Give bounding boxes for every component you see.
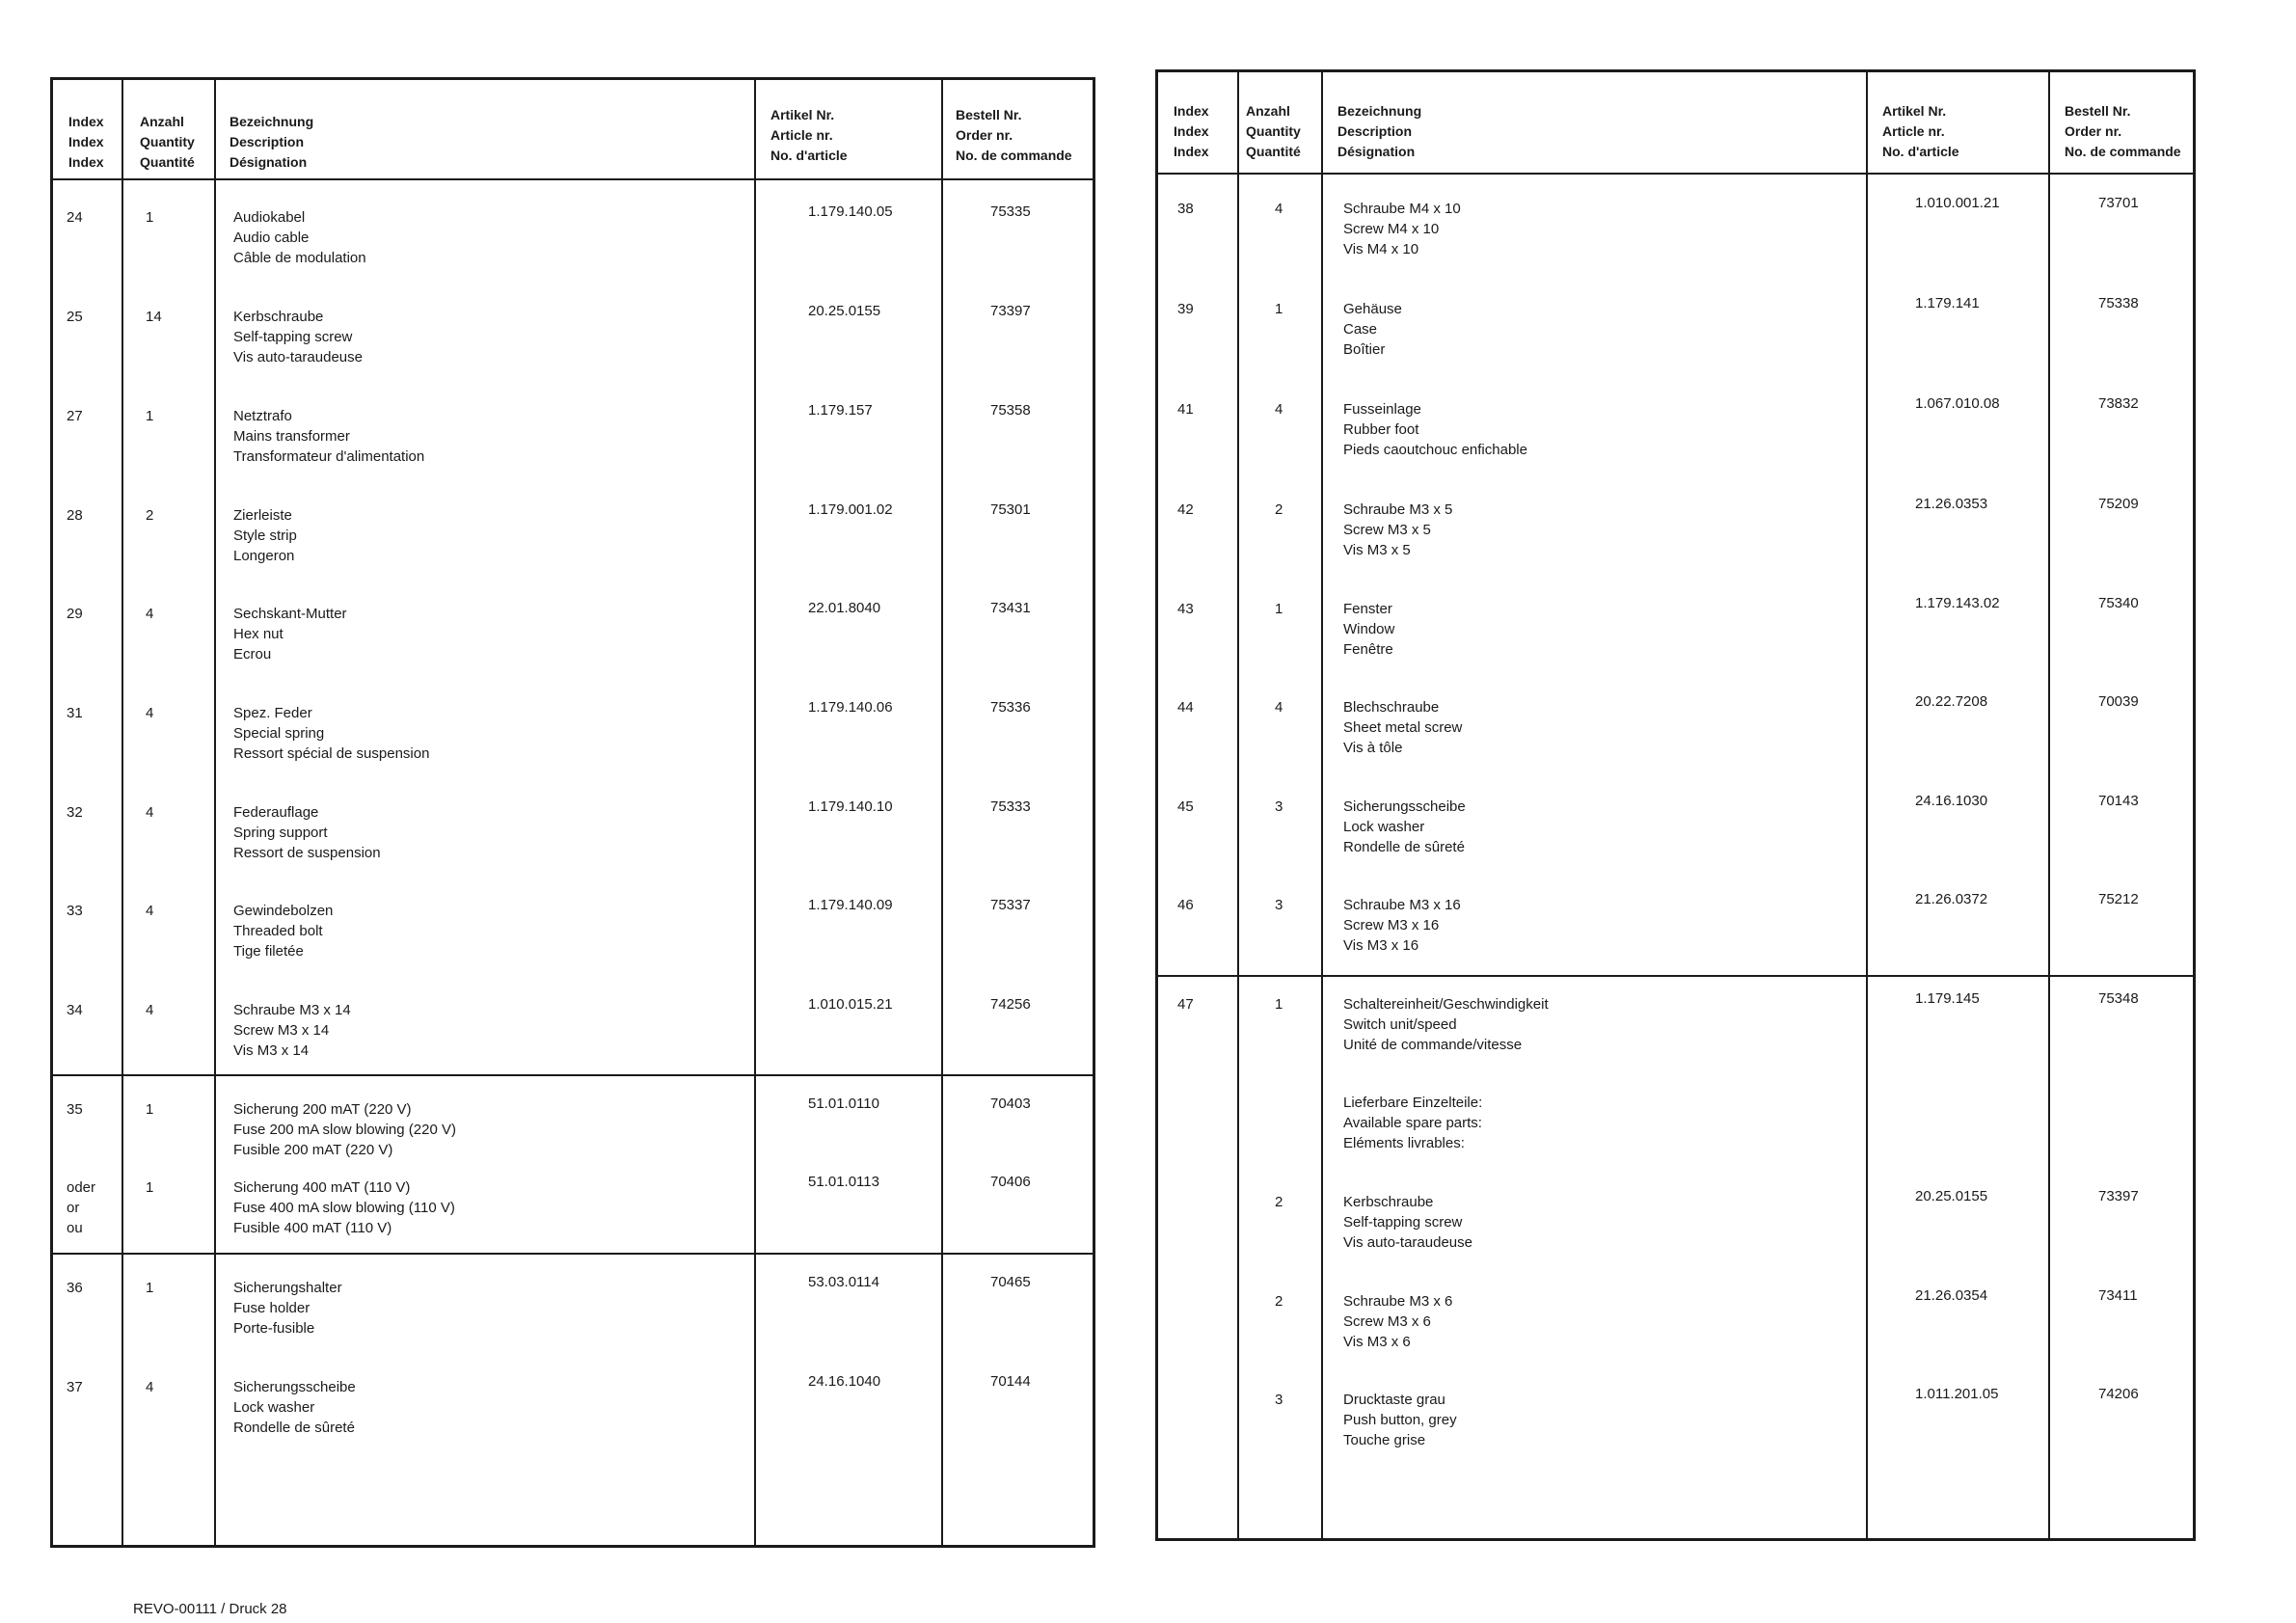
article-number-cell: 20.25.0155 [1915, 1188, 1988, 1204]
description-cell: Schraube M3 x 14 Screw M3 x 14 Vis M3 x 14 [233, 1002, 351, 1059]
article-number-cell: 20.22.7208 [1915, 693, 1988, 710]
article-number-cell: 1.179.140.09 [808, 897, 893, 913]
article-number-cell: 51.01.0113 [808, 1174, 879, 1190]
index-cell: 24 [67, 209, 83, 226]
description-cell: Lieferbare Einzelteile: Available spare parts: Eléments livrables: [1343, 1095, 1483, 1151]
description-cell: Schraube M3 x 6 Screw M3 x 6 Vis M3 x 6 [1343, 1293, 1453, 1350]
header-article: Artikel Nr. Article nr. No. d'article [1882, 103, 1959, 159]
quantity-cell: 1 [1275, 601, 1283, 617]
quantity-cell: 2 [1275, 501, 1283, 518]
article-number-cell: 1.010.015.21 [808, 996, 893, 1013]
header-quantity: Anzahl Quantity Quantité [1246, 103, 1301, 159]
article-number-cell: 1.179.140.10 [808, 798, 893, 815]
order-number-cell: 73431 [990, 600, 1031, 616]
description-cell: Blechschraube Sheet metal screw Vis à tôle [1343, 699, 1463, 756]
order-number-cell: 74256 [990, 996, 1031, 1013]
description-cell: Sicherungshalter Fuse holder Porte-fusible [233, 1280, 342, 1337]
order-number-cell: 75301 [990, 501, 1031, 518]
article-number-cell: 1.179.141 [1915, 295, 1980, 311]
article-number-cell: 51.01.0110 [808, 1096, 879, 1112]
description-cell: Spez. Feder Special spring Ressort spécial de suspension [233, 705, 430, 762]
description-cell: Kerbschraube Self-tapping screw Vis auto-taraudeuse [1343, 1194, 1472, 1251]
header-article: Artikel Nr. Article nr. No. d'article [770, 107, 848, 163]
article-number-cell: 1.179.001.02 [808, 501, 893, 518]
header-index: Index Index Index [1174, 103, 1209, 159]
order-number-cell: 70465 [990, 1274, 1031, 1290]
description-cell: Schraube M3 x 5 Screw M3 x 5 Vis M3 x 5 [1343, 501, 1453, 558]
article-number-cell: 1.011.201.05 [1915, 1386, 1999, 1402]
order-number-cell: 73397 [990, 303, 1031, 319]
quantity-cell: 3 [1275, 798, 1283, 815]
description-cell: Schraube M3 x 16 Screw M3 x 16 Vis M3 x 16 [1343, 897, 1461, 954]
index-cell: 39 [1177, 301, 1194, 317]
article-number-cell: 22.01.8040 [808, 600, 881, 616]
description-cell: Fenster Window Fenêtre [1343, 601, 1395, 658]
header-order: Bestell Nr. Order nr. No. de commande [2065, 103, 2181, 159]
description-cell: Fusseinlage Rubber foot Pieds caoutchouc enfichable [1343, 401, 1527, 458]
order-number-cell: 74206 [2098, 1386, 2139, 1402]
description-cell: Zierleiste Style strip Longeron [233, 507, 297, 564]
index-cell: 41 [1177, 401, 1194, 418]
header-index: Index Index Index [68, 114, 104, 170]
index-cell: 46 [1177, 897, 1194, 913]
index-cell: 44 [1177, 699, 1194, 716]
description-cell: Drucktaste grau Push button, grey Touche grise [1343, 1392, 1457, 1448]
quantity-cell: 4 [146, 804, 154, 821]
index-cell: 42 [1177, 501, 1194, 518]
order-number-cell: 70143 [2098, 793, 2139, 809]
header-description: Bezeichnung Description Désignation [230, 114, 314, 170]
quantity-cell: 1 [146, 209, 154, 226]
quantity-cell: 4 [146, 903, 154, 919]
order-number-cell: 75333 [990, 798, 1031, 815]
article-number-cell: 20.25.0155 [808, 303, 881, 319]
order-number-cell: 70144 [990, 1373, 1031, 1390]
description-cell: Gehäuse Case Boîtier [1343, 301, 1402, 358]
quantity-cell: 4 [1275, 401, 1283, 418]
article-number-cell: 1.067.010.08 [1915, 395, 2000, 412]
header-description: Bezeichnung Description Désignation [1337, 103, 1422, 159]
quantity-cell: 1 [146, 1280, 154, 1296]
description-cell: Sicherung 200 mAT (220 V) Fuse 200 mA slow blowing (220 V) Fusible 200 mAT (220 V) [233, 1101, 456, 1158]
order-number-cell: 75358 [990, 402, 1031, 419]
article-number-cell: 21.26.0372 [1915, 891, 1988, 907]
index-cell: 31 [67, 705, 83, 721]
quantity-cell: 4 [1275, 699, 1283, 716]
description-cell: Federauflage Spring support Ressort de suspension [233, 804, 381, 861]
article-number-cell: 1.179.145 [1915, 990, 1980, 1007]
header-quantity: Anzahl Quantity Quantité [140, 114, 195, 170]
order-number-cell: 73411 [2098, 1287, 2138, 1304]
article-number-cell: 1.179.157 [808, 402, 873, 419]
article-number-cell: 1.179.143.02 [1915, 595, 2000, 611]
index-cell: 47 [1177, 996, 1194, 1013]
quantity-cell: 3 [1275, 897, 1283, 913]
article-number-cell: 53.03.0114 [808, 1274, 879, 1290]
quantity-cell: 1 [1275, 996, 1283, 1013]
order-number-cell: 70403 [990, 1096, 1031, 1112]
parts-table-right [1155, 69, 2196, 1541]
order-number-cell: 75348 [2098, 990, 2139, 1007]
index-cell: 33 [67, 903, 83, 919]
index-cell: 29 [67, 606, 83, 622]
description-cell: Sicherung 400 mAT (110 V) Fuse 400 mA slow blowing (110 V) Fusible 400 mAT (110 V) [233, 1179, 455, 1236]
index-cell: 37 [67, 1379, 83, 1395]
article-number-cell: 1.179.140.06 [808, 699, 893, 716]
article-number-cell: 1.179.140.05 [808, 203, 893, 220]
article-number-cell: 24.16.1030 [1915, 793, 1988, 809]
header-order: Bestell Nr. Order nr. No. de commande [956, 107, 1072, 163]
quantity-cell: 1 [1275, 301, 1283, 317]
index-cell: 35 [67, 1101, 83, 1118]
quantity-cell: 4 [146, 705, 154, 721]
order-number-cell: 75340 [2098, 595, 2139, 611]
index-cell: 25 [67, 309, 83, 325]
quantity-cell: 4 [1275, 201, 1283, 217]
article-number-cell: 21.26.0353 [1915, 496, 1988, 512]
article-number-cell: 1.010.001.21 [1915, 195, 2000, 211]
order-number-cell: 73397 [2098, 1188, 2139, 1204]
article-number-cell: 24.16.1040 [808, 1373, 881, 1390]
order-number-cell: 75337 [990, 897, 1031, 913]
quantity-cell: 1 [146, 1101, 154, 1118]
order-number-cell: 73701 [2098, 195, 2139, 211]
article-number-cell: 21.26.0354 [1915, 1287, 1988, 1304]
description-cell: Sechskant-Mutter Hex nut Ecrou [233, 606, 347, 663]
order-number-cell: 75209 [2098, 496, 2139, 512]
order-number-cell: 70406 [990, 1174, 1031, 1190]
description-cell: Sicherungsscheibe Lock washer Rondelle de sûreté [233, 1379, 356, 1436]
index-cell: 38 [1177, 201, 1194, 217]
index-cell: 32 [67, 804, 83, 821]
order-number-cell: 75212 [2098, 891, 2139, 907]
quantity-cell: 2 [1275, 1194, 1283, 1210]
quantity-cell: 4 [146, 1002, 154, 1018]
description-cell: Sicherungsscheibe Lock washer Rondelle de sûreté [1343, 798, 1466, 855]
order-number-cell: 70039 [2098, 693, 2139, 710]
quantity-cell: 3 [1275, 1392, 1283, 1408]
index-cell: 45 [1177, 798, 1194, 815]
index-cell: oder or ou [67, 1179, 96, 1236]
description-cell: Kerbschraube Self-tapping screw Vis auto-taraudeuse [233, 309, 363, 365]
description-cell: Netztrafo Mains transformer Transformateur d'alimentation [233, 408, 425, 465]
index-cell: 28 [67, 507, 83, 524]
order-number-cell: 75335 [990, 203, 1031, 220]
quantity-cell: 14 [146, 309, 162, 325]
description-cell: Schraube M4 x 10 Screw M4 x 10 Vis M4 x 10 [1343, 201, 1461, 257]
footer-print-code: REVO-00111 / Druck 28 [133, 1601, 287, 1617]
index-cell: 34 [67, 1002, 83, 1018]
description-cell: Schaltereinheit/Geschwindigkeit Switch unit/speed Unité de commande/vitesse [1343, 996, 1549, 1053]
index-cell: 36 [67, 1280, 83, 1296]
description-cell: Gewindebolzen Threaded bolt Tige filetée [233, 903, 334, 960]
quantity-cell: 1 [146, 1179, 154, 1196]
index-cell: 27 [67, 408, 83, 424]
quantity-cell: 4 [146, 606, 154, 622]
order-number-cell: 75336 [990, 699, 1031, 716]
quantity-cell: 4 [146, 1379, 154, 1395]
parts-table-left [50, 77, 1095, 1548]
quantity-cell: 1 [146, 408, 154, 424]
description-cell: Audiokabel Audio cable Câble de modulation [233, 209, 366, 266]
order-number-cell: 73832 [2098, 395, 2139, 412]
index-cell: 43 [1177, 601, 1194, 617]
quantity-cell: 2 [146, 507, 154, 524]
quantity-cell: 2 [1275, 1293, 1283, 1310]
order-number-cell: 75338 [2098, 295, 2139, 311]
